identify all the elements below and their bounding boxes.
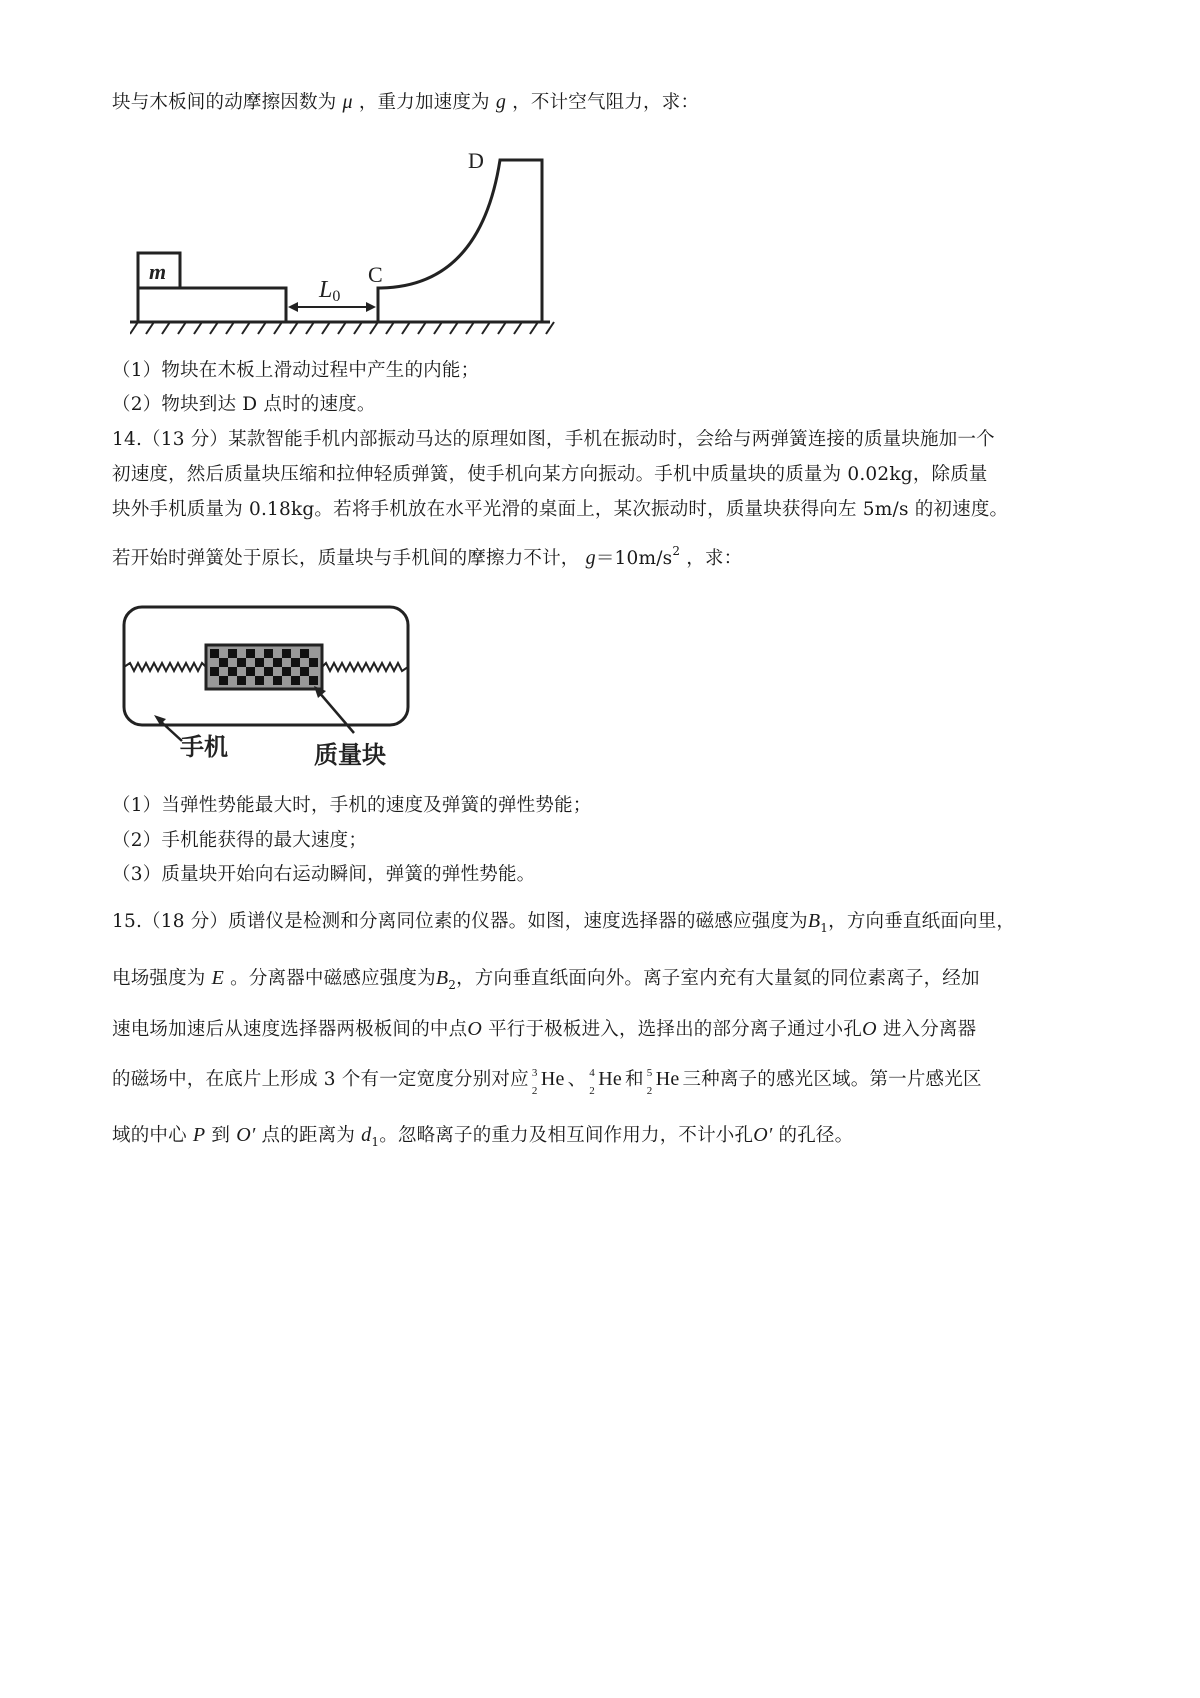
text: ＝10m/s bbox=[595, 548, 673, 569]
q13-part1: （1）物块在木板上滑动过程中产生的内能； bbox=[112, 360, 480, 381]
helium-4: 4 2 He bbox=[589, 1067, 623, 1097]
text: ，方向垂直纸面向外。离子室内充有大量氦的同位素离子，经加 bbox=[456, 968, 980, 989]
text: 块与木板间的动摩擦因数为 bbox=[112, 92, 337, 113]
text: 域的中心 bbox=[112, 1125, 187, 1146]
symbol-P: P bbox=[192, 1124, 206, 1146]
subscript: 2 bbox=[448, 978, 457, 992]
symbol-O: O bbox=[862, 1018, 877, 1040]
label-mass-block: 质量块 bbox=[314, 741, 386, 769]
q14-line3: 块外手机质量为 0.18kg。若将手机放在水平光滑的桌面上，某次振动时，质量块获得向左 5m/s 的初速度。 bbox=[112, 499, 1009, 520]
q15-line1 bbox=[112, 908, 1015, 941]
text: 电场强度为 bbox=[112, 968, 206, 989]
symbol-O-prime: O′ bbox=[753, 1124, 773, 1146]
text: 到 bbox=[211, 1125, 231, 1146]
superscript: 2 bbox=[672, 544, 681, 558]
symbol-g: g bbox=[585, 547, 596, 569]
text: ，不计空气阻力，求： bbox=[512, 92, 700, 113]
text: 的孔径。 bbox=[778, 1125, 854, 1146]
q13-ramp-diagram bbox=[130, 140, 600, 370]
label-L0: L0 bbox=[319, 277, 341, 305]
symbol-mu: μ bbox=[342, 91, 353, 113]
label-D: D bbox=[468, 148, 484, 173]
text: 15.（18 分）质谱仪是检测和分离同位素的仪器。如图，速度选择器的磁感应强度为 bbox=[112, 911, 808, 932]
label-phone: 手机 bbox=[180, 733, 228, 761]
helium-5: 5 2 He bbox=[646, 1067, 680, 1097]
symbol-B: B bbox=[435, 967, 449, 989]
text: ，方向垂直纸面向里， bbox=[828, 911, 1016, 932]
q14-line4 bbox=[112, 538, 742, 572]
q14-line1: 14.（13 分）某款智能手机内部振动马达的原理如图，手机在振动时，会给与两弹簧连接的质量块施加一个 bbox=[112, 429, 995, 450]
text: 。分离器中磁感应强度为 bbox=[230, 968, 436, 989]
q14-part1: （1）当弹性势能最大时，手机的速度及弹簧的弹性势能； bbox=[112, 795, 592, 816]
q14-phone-motor-diagram bbox=[118, 595, 428, 785]
text: 和 bbox=[625, 1069, 644, 1090]
curved-ramp bbox=[378, 160, 542, 322]
q15-line3 bbox=[112, 1016, 976, 1043]
q14-line2: 初速度，然后质量块压缩和拉伸轻质弹簧，使手机向某方向振动。手机中质量块的质量为 0.02kg，除质量 bbox=[112, 464, 988, 485]
symbol-O-prime: O′ bbox=[236, 1124, 256, 1146]
symbol-d: d bbox=[361, 1124, 372, 1146]
symbol-E: E bbox=[211, 967, 225, 989]
text: 平行于极板进入，选择出的部分离子通过小孔 bbox=[488, 1019, 863, 1040]
text: 若开始时弹簧处于原长，质量块与手机间的摩擦力不计， bbox=[112, 548, 580, 569]
text: 的磁场中，在底片上形成 3 个有一定宽度分别对应 bbox=[112, 1069, 529, 1090]
symbol-O: O bbox=[467, 1018, 482, 1040]
text: ，重力加速度为 bbox=[358, 92, 490, 113]
text: 速电场加速后从速度选择器两极板间的中点 bbox=[112, 1019, 468, 1040]
text: ，求： bbox=[686, 548, 743, 569]
subscript: 1 bbox=[371, 1135, 380, 1149]
label-m: m bbox=[149, 259, 167, 284]
q15-line2 bbox=[112, 965, 980, 998]
symbol-B: B bbox=[807, 910, 821, 932]
text: 点的距离为 bbox=[261, 1125, 356, 1146]
text: 。忽略离子的重力及相互间作用力，不计小孔 bbox=[379, 1125, 754, 1146]
wood-board bbox=[138, 288, 286, 322]
q14-part3: （3）质量块开始向右运动瞬间，弹簧的弹性势能。 bbox=[112, 864, 536, 885]
text: 进入分离器 bbox=[882, 1019, 977, 1040]
q14-part2: （2）手机能获得的最大速度； bbox=[112, 830, 368, 851]
q15-line4 bbox=[112, 1066, 982, 1097]
subscript: 1 bbox=[820, 921, 829, 935]
symbol-g: g bbox=[495, 91, 507, 113]
q13-part2: （2）物块到达 D 点时的速度。 bbox=[112, 394, 376, 415]
label-C: C bbox=[368, 262, 383, 287]
helium-3: 3 2 He bbox=[531, 1067, 565, 1097]
q13-intro bbox=[112, 89, 699, 116]
mass-block bbox=[206, 645, 322, 689]
text: 、 bbox=[567, 1069, 587, 1090]
q15-line5 bbox=[112, 1122, 853, 1155]
text: 三种离子的感光区域。第一片感光区 bbox=[682, 1069, 982, 1090]
